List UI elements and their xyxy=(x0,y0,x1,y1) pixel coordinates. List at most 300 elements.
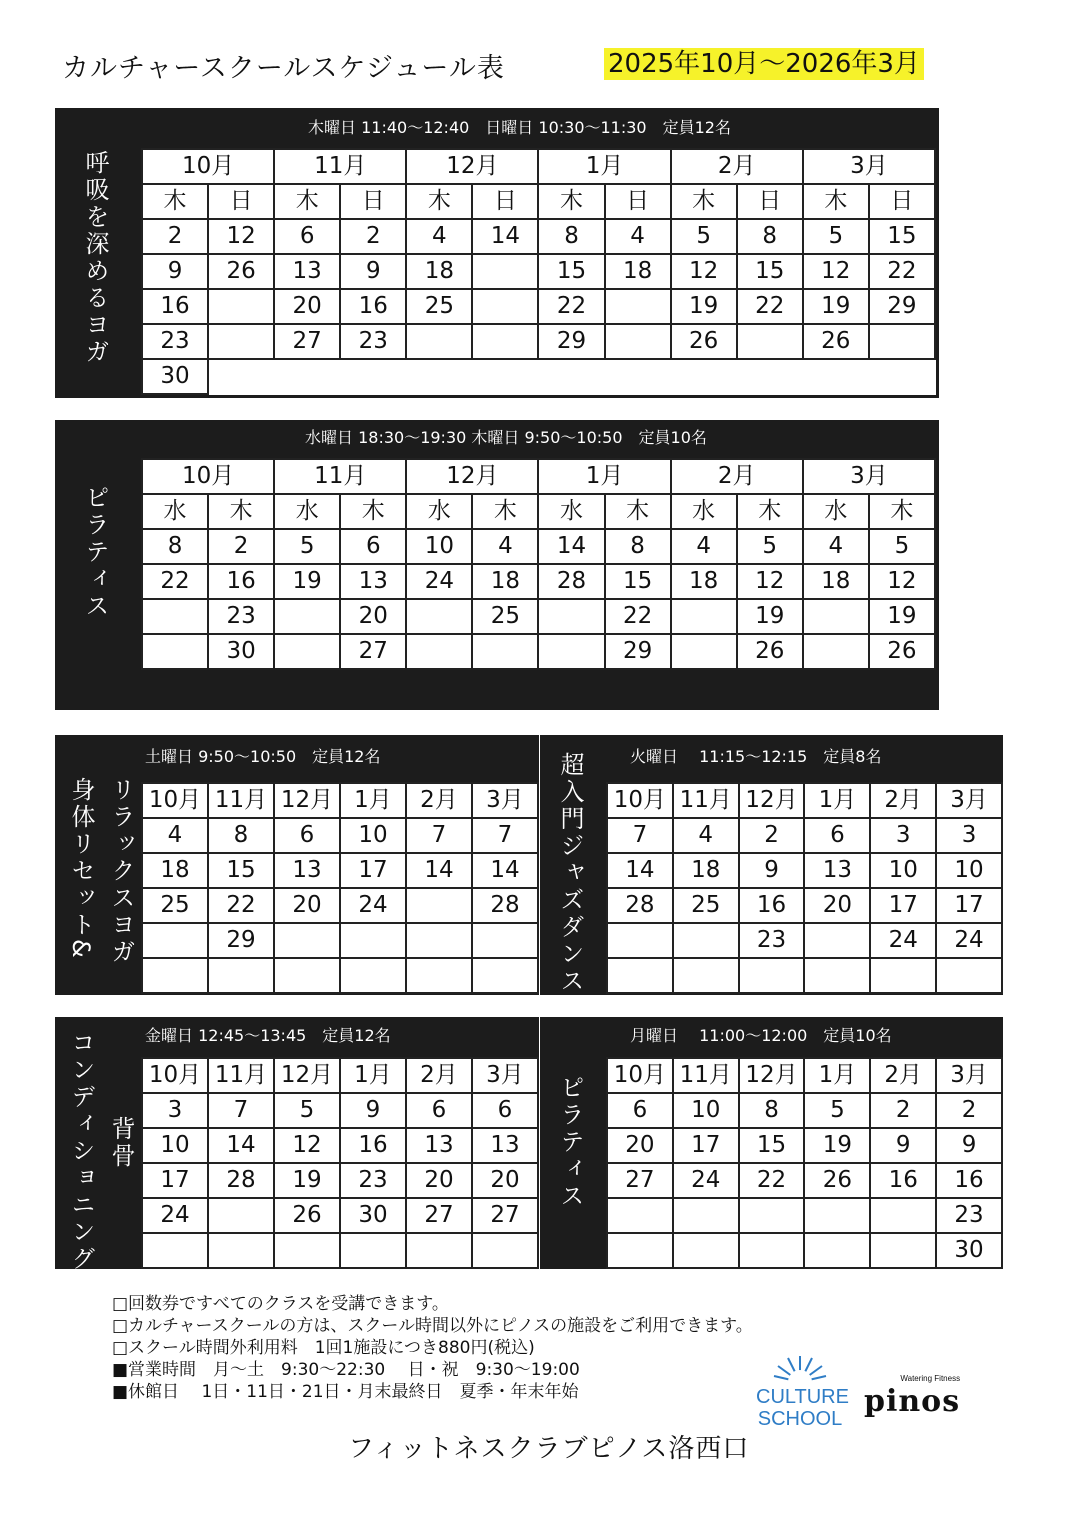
date-cell: 26 xyxy=(804,1163,870,1198)
month-header: 3月 xyxy=(472,1058,538,1093)
date-cell xyxy=(671,634,737,669)
date-cell: 14 xyxy=(538,529,604,564)
date-cell xyxy=(472,324,538,359)
date-cell xyxy=(142,958,208,993)
date-cell: 24 xyxy=(936,923,1002,958)
date-cell: 12 xyxy=(671,254,737,289)
date-cell: 12 xyxy=(803,254,869,289)
date-cell: 6 xyxy=(804,818,870,853)
date-cell: 15 xyxy=(538,254,604,289)
date-cell: 9 xyxy=(936,1128,1002,1163)
month-header: 3月 xyxy=(803,459,935,494)
date-cell: 27 xyxy=(406,1198,472,1233)
weekday-header: 木 xyxy=(605,494,671,529)
date-cell: 20 xyxy=(472,1163,538,1198)
page-title: カルチャースクールスケジュール表 xyxy=(62,53,505,84)
date-cell: 9 xyxy=(340,254,406,289)
month-header: 2月 xyxy=(870,1058,936,1093)
relax-yoga-title: リラックスヨガ xyxy=(107,777,135,966)
club-name: フィットネスクラブピノス洛西口 xyxy=(348,1434,750,1464)
month-header: 10月 xyxy=(142,1058,208,1093)
date-cell xyxy=(406,324,472,359)
pinos-logo xyxy=(864,1374,960,1419)
date-cell: 12 xyxy=(737,564,803,599)
date-cell: 2 xyxy=(870,1093,936,1128)
table-row xyxy=(607,958,1002,993)
date-cell: 14 xyxy=(406,853,472,888)
weekday-header: 木 xyxy=(274,184,340,219)
jazz-title: 超入門ジャズダンス xyxy=(556,752,584,995)
pinos-tagline: Watering Fitness xyxy=(900,1374,961,1383)
date-cell xyxy=(406,923,472,958)
conditioning-header: 金曜日 12:45～13:45 定員12名 xyxy=(145,1026,391,1045)
date-cell: 16 xyxy=(739,888,805,923)
weekday-header: 木 xyxy=(671,184,737,219)
date-cell: 30 xyxy=(340,1198,406,1233)
table-row xyxy=(142,219,935,254)
date-cell: 18 xyxy=(406,254,472,289)
date-cell: 2 xyxy=(142,219,208,254)
date-cell: 10 xyxy=(673,1093,739,1128)
month-header: 10月 xyxy=(142,783,208,818)
date-cell: 30 xyxy=(208,634,274,669)
date-cell xyxy=(340,958,406,993)
month-header: 3月 xyxy=(936,1058,1002,1093)
date-cell xyxy=(274,958,340,993)
date-cell: 10 xyxy=(142,1128,208,1163)
date-cell xyxy=(472,289,538,324)
weekday-header: 日 xyxy=(869,184,935,219)
month-header: 12月 xyxy=(406,149,538,184)
empty-cell xyxy=(472,359,538,394)
date-cell: 16 xyxy=(936,1163,1002,1198)
date-cell: 8 xyxy=(538,219,604,254)
date-cell: 17 xyxy=(142,1163,208,1198)
date-cell xyxy=(274,599,340,634)
month-header: 10月 xyxy=(607,783,673,818)
date-cell: 5 xyxy=(274,529,340,564)
month-header: 11月 xyxy=(274,459,406,494)
date-cell: 22 xyxy=(869,254,935,289)
date-cell: 27 xyxy=(607,1163,673,1198)
date-cell: 27 xyxy=(472,1198,538,1233)
date-cell: 24 xyxy=(870,923,936,958)
date-cell xyxy=(274,634,340,669)
pilates-schedule-table xyxy=(141,458,936,670)
date-cell: 2 xyxy=(340,219,406,254)
date-cell xyxy=(870,1233,936,1268)
date-cell: 3 xyxy=(870,818,936,853)
weekday-header: 木 xyxy=(406,184,472,219)
date-cell: 20 xyxy=(274,888,340,923)
date-cell: 16 xyxy=(340,1128,406,1163)
date-cell: 8 xyxy=(142,529,208,564)
date-cell: 10 xyxy=(936,853,1002,888)
pilates-monday-schedule-table xyxy=(606,1057,1003,1269)
date-cell: 5 xyxy=(803,219,869,254)
date-cell: 6 xyxy=(274,818,340,853)
table-row xyxy=(142,254,935,289)
date-cell: 22 xyxy=(739,1163,805,1198)
date-cell: 14 xyxy=(208,1128,274,1163)
date-cell: 16 xyxy=(208,564,274,599)
date-cell: 16 xyxy=(340,289,406,324)
table-row xyxy=(142,1163,538,1198)
weekday-header: 水 xyxy=(671,494,737,529)
date-cell: 16 xyxy=(142,289,208,324)
empty-cell xyxy=(605,359,671,394)
date-cell: 17 xyxy=(936,888,1002,923)
month-header: 11月 xyxy=(673,783,739,818)
date-cell xyxy=(739,1198,805,1233)
date-cell: 19 xyxy=(803,289,869,324)
date-cell: 5 xyxy=(671,219,737,254)
month-header: 1月 xyxy=(538,149,670,184)
weekday-header: 日 xyxy=(208,184,274,219)
date-cell: 15 xyxy=(208,853,274,888)
date-cell: 12 xyxy=(274,1128,340,1163)
month-header: 11月 xyxy=(208,783,274,818)
note-item: □回数券ですべてのクラスを受講できます。 xyxy=(112,1294,449,1314)
date-cell: 3 xyxy=(142,1093,208,1128)
month-header: 2月 xyxy=(671,459,803,494)
body-reset-title: 身体リセット& xyxy=(67,777,95,961)
date-cell: 3 xyxy=(936,818,1002,853)
date-cell: 13 xyxy=(406,1128,472,1163)
month-header: 2月 xyxy=(406,1058,472,1093)
date-cell: 10 xyxy=(340,818,406,853)
weekday-header: 水 xyxy=(142,494,208,529)
yoga-header: 木曜日 11:40～12:40 日曜日 10:30～11:30 定員12名 xyxy=(308,118,731,137)
date-cell: 26 xyxy=(803,324,869,359)
date-cell xyxy=(739,1233,805,1268)
month-header: 12月 xyxy=(274,1058,340,1093)
empty-cell xyxy=(340,359,406,394)
date-cell: 17 xyxy=(673,1128,739,1163)
date-cell: 24 xyxy=(340,888,406,923)
date-cell xyxy=(869,324,935,359)
date-cell xyxy=(804,958,870,993)
date-cell: 19 xyxy=(869,599,935,634)
date-cell: 4 xyxy=(142,818,208,853)
date-cell: 26 xyxy=(869,634,935,669)
date-cell xyxy=(673,1233,739,1268)
note-item: ■休館日 1日・11日・21日・月末最終日 夏季・年末年始 xyxy=(112,1382,579,1402)
empty-cell xyxy=(803,359,869,394)
weekday-header: 日 xyxy=(737,184,803,219)
date-cell: 26 xyxy=(274,1198,340,1233)
date-cell xyxy=(607,1198,673,1233)
date-cell: 7 xyxy=(472,818,538,853)
date-cell xyxy=(472,923,538,958)
date-cell: 10 xyxy=(870,853,936,888)
date-cell: 17 xyxy=(340,853,406,888)
date-cell xyxy=(472,254,538,289)
weekday-header: 水 xyxy=(406,494,472,529)
notes xyxy=(112,1293,753,1403)
date-cell: 7 xyxy=(607,818,673,853)
month-header: 2月 xyxy=(671,149,803,184)
date-cell: 24 xyxy=(673,1163,739,1198)
date-cell: 28 xyxy=(607,888,673,923)
month-header: 2月 xyxy=(406,783,472,818)
date-cell xyxy=(208,1233,274,1268)
table-row xyxy=(142,923,538,958)
pinos-wordmark: pinos xyxy=(864,1384,961,1419)
month-header: 12月 xyxy=(739,783,805,818)
date-cell xyxy=(406,888,472,923)
empty-cell xyxy=(869,359,935,394)
date-cell: 19 xyxy=(274,564,340,599)
date-cell: 7 xyxy=(208,1093,274,1128)
date-cell: 24 xyxy=(142,1198,208,1233)
table-row xyxy=(142,359,935,394)
table-row xyxy=(142,599,935,634)
date-cell: 18 xyxy=(673,853,739,888)
date-cell: 25 xyxy=(142,888,208,923)
date-cell xyxy=(538,634,604,669)
date-cell xyxy=(274,923,340,958)
month-header: 12月 xyxy=(274,783,340,818)
date-cell: 22 xyxy=(142,564,208,599)
weekday-header: 木 xyxy=(803,184,869,219)
date-cell: 4 xyxy=(406,219,472,254)
date-cell xyxy=(142,599,208,634)
date-cell: 26 xyxy=(671,324,737,359)
month-header: 10月 xyxy=(607,1058,673,1093)
empty-cell xyxy=(208,359,274,394)
date-cell: 23 xyxy=(142,324,208,359)
date-cell: 23 xyxy=(340,324,406,359)
empty-cell xyxy=(671,359,737,394)
date-cell: 8 xyxy=(739,1093,805,1128)
table-row xyxy=(607,888,1002,923)
month-header: 1月 xyxy=(340,783,406,818)
date-cell xyxy=(739,958,805,993)
date-cell xyxy=(208,1198,274,1233)
date-cell xyxy=(208,324,274,359)
date-cell: 15 xyxy=(737,254,803,289)
table-row xyxy=(142,289,935,324)
month-header: 11月 xyxy=(673,1058,739,1093)
date-cell xyxy=(605,324,671,359)
date-cell: 27 xyxy=(340,634,406,669)
date-cell xyxy=(406,1233,472,1268)
date-cell: 7 xyxy=(406,818,472,853)
date-cell xyxy=(870,958,936,993)
body-reset-header: 土曜日 9:50～10:50 定員12名 xyxy=(145,747,381,766)
table-row xyxy=(142,529,935,564)
note-item: □カルチャースクールの方は、スクール時間以外にピノスの施設をご利用できます。 xyxy=(112,1316,753,1336)
date-cell xyxy=(142,634,208,669)
date-cell: 29 xyxy=(869,289,935,324)
date-cell: 26 xyxy=(208,254,274,289)
date-cell: 17 xyxy=(870,888,936,923)
table-row xyxy=(607,1163,1002,1198)
date-cell: 4 xyxy=(671,529,737,564)
weekday-header: 木 xyxy=(208,494,274,529)
date-cell: 19 xyxy=(671,289,737,324)
date-cell: 4 xyxy=(605,219,671,254)
month-header: 12月 xyxy=(739,1058,805,1093)
date-cell xyxy=(673,923,739,958)
table-row xyxy=(142,818,538,853)
date-cell: 4 xyxy=(673,818,739,853)
table-row xyxy=(142,634,935,669)
date-cell: 16 xyxy=(870,1163,936,1198)
table-row xyxy=(142,324,935,359)
weekday-header: 水 xyxy=(538,494,604,529)
weekday-header: 水 xyxy=(803,494,869,529)
date-cell xyxy=(340,923,406,958)
date-cell: 18 xyxy=(142,853,208,888)
date-cell: 30 xyxy=(142,359,208,394)
table-row xyxy=(607,1233,1002,1268)
date-cell: 4 xyxy=(803,529,869,564)
date-cell xyxy=(607,923,673,958)
empty-cell xyxy=(737,359,803,394)
date-cell xyxy=(406,958,472,993)
spine-title: 背骨 xyxy=(107,1116,135,1170)
pilates-title: ピラティス xyxy=(81,485,109,620)
date-cell: 25 xyxy=(406,289,472,324)
date-cell: 28 xyxy=(538,564,604,599)
date-cell: 9 xyxy=(340,1093,406,1128)
date-cell xyxy=(142,923,208,958)
date-cell: 18 xyxy=(605,254,671,289)
date-cell xyxy=(870,1198,936,1233)
conditioning-title: コンディショニング xyxy=(67,1030,95,1273)
date-cell xyxy=(804,923,870,958)
weekday-header: 水 xyxy=(274,494,340,529)
date-cell: 20 xyxy=(804,888,870,923)
weekday-header: 木 xyxy=(472,494,538,529)
date-cell: 19 xyxy=(737,599,803,634)
table-row xyxy=(607,923,1002,958)
date-cell: 22 xyxy=(737,289,803,324)
date-cell: 23 xyxy=(340,1163,406,1198)
table-row xyxy=(607,1128,1002,1163)
table-row xyxy=(142,853,538,888)
weekday-header: 木 xyxy=(737,494,803,529)
table-row xyxy=(142,1233,538,1268)
date-cell: 4 xyxy=(472,529,538,564)
date-cell: 12 xyxy=(869,564,935,599)
date-cell: 28 xyxy=(472,888,538,923)
date-cell: 5 xyxy=(869,529,935,564)
date-cell: 8 xyxy=(737,219,803,254)
date-cell xyxy=(803,599,869,634)
empty-cell xyxy=(406,359,472,394)
table-row xyxy=(142,1093,538,1128)
culture-school-logo xyxy=(756,1352,849,1442)
date-cell xyxy=(472,1233,538,1268)
date-cell: 25 xyxy=(673,888,739,923)
date-cell: 23 xyxy=(739,923,805,958)
date-cell xyxy=(406,634,472,669)
date-cell: 6 xyxy=(406,1093,472,1128)
date-cell: 13 xyxy=(804,853,870,888)
date-cell xyxy=(274,1233,340,1268)
date-cell xyxy=(673,1198,739,1233)
month-header: 11月 xyxy=(208,1058,274,1093)
weekday-header: 日 xyxy=(605,184,671,219)
table-row xyxy=(607,853,1002,888)
date-cell: 10 xyxy=(406,529,472,564)
date-cell: 9 xyxy=(142,254,208,289)
month-header: 1月 xyxy=(804,1058,870,1093)
empty-cell xyxy=(538,359,604,394)
month-header: 1月 xyxy=(804,783,870,818)
date-cell xyxy=(804,1198,870,1233)
date-cell xyxy=(472,634,538,669)
date-cell: 19 xyxy=(804,1128,870,1163)
date-cell: 20 xyxy=(607,1128,673,1163)
date-cell: 6 xyxy=(472,1093,538,1128)
conditioning-schedule-table xyxy=(141,1057,539,1269)
date-cell xyxy=(804,1233,870,1268)
date-cell xyxy=(208,958,274,993)
date-cell: 5 xyxy=(737,529,803,564)
table-row xyxy=(142,1128,538,1163)
date-cell: 20 xyxy=(406,1163,472,1198)
date-cell: 29 xyxy=(208,923,274,958)
date-cell: 13 xyxy=(340,564,406,599)
weekday-header: 木 xyxy=(869,494,935,529)
weekday-header: 木 xyxy=(538,184,604,219)
month-header: 3月 xyxy=(936,783,1002,818)
date-cell: 2 xyxy=(208,529,274,564)
date-cell: 26 xyxy=(737,634,803,669)
month-header: 2月 xyxy=(870,783,936,818)
table-row xyxy=(142,564,935,599)
date-cell: 24 xyxy=(406,564,472,599)
date-cell: 15 xyxy=(605,564,671,599)
date-cell: 13 xyxy=(472,1128,538,1163)
yoga-title: 呼吸を深めるヨガ xyxy=(81,150,109,366)
date-cell xyxy=(538,599,604,634)
date-cell: 15 xyxy=(739,1128,805,1163)
table-row xyxy=(607,1198,1002,1233)
table-row xyxy=(607,818,1002,853)
weekday-header: 木 xyxy=(340,494,406,529)
table-row xyxy=(607,1093,1002,1128)
pilates-monday-title: ピラティス xyxy=(556,1075,584,1210)
culture-logo-line2: SCHOOL xyxy=(757,1408,843,1430)
date-cell: 15 xyxy=(869,219,935,254)
table-row xyxy=(142,958,538,993)
weekday-header: 木 xyxy=(142,184,208,219)
empty-cell xyxy=(274,359,340,394)
yoga-schedule-table xyxy=(141,148,936,395)
pilates-header: 水曜日 18:30～19:30 木曜日 9:50～10:50 定員10名 xyxy=(305,428,707,447)
date-cell: 22 xyxy=(538,289,604,324)
date-cell: 14 xyxy=(472,853,538,888)
date-cell: 8 xyxy=(605,529,671,564)
schedule-period: 2025年10月～2026年3月 xyxy=(604,48,924,80)
pilates-monday-header: 月曜日 11:00～12:00 定員10名 xyxy=(630,1026,892,1045)
date-cell: 19 xyxy=(274,1163,340,1198)
date-cell: 6 xyxy=(607,1093,673,1128)
month-header: 12月 xyxy=(406,459,538,494)
date-cell xyxy=(406,599,472,634)
note-item: □スクール時間外利用料 1回1施設につき880円(税込) xyxy=(112,1338,535,1358)
date-cell: 9 xyxy=(870,1128,936,1163)
date-cell xyxy=(208,289,274,324)
month-header: 11月 xyxy=(274,149,406,184)
month-header: 1月 xyxy=(538,459,670,494)
date-cell xyxy=(142,1233,208,1268)
